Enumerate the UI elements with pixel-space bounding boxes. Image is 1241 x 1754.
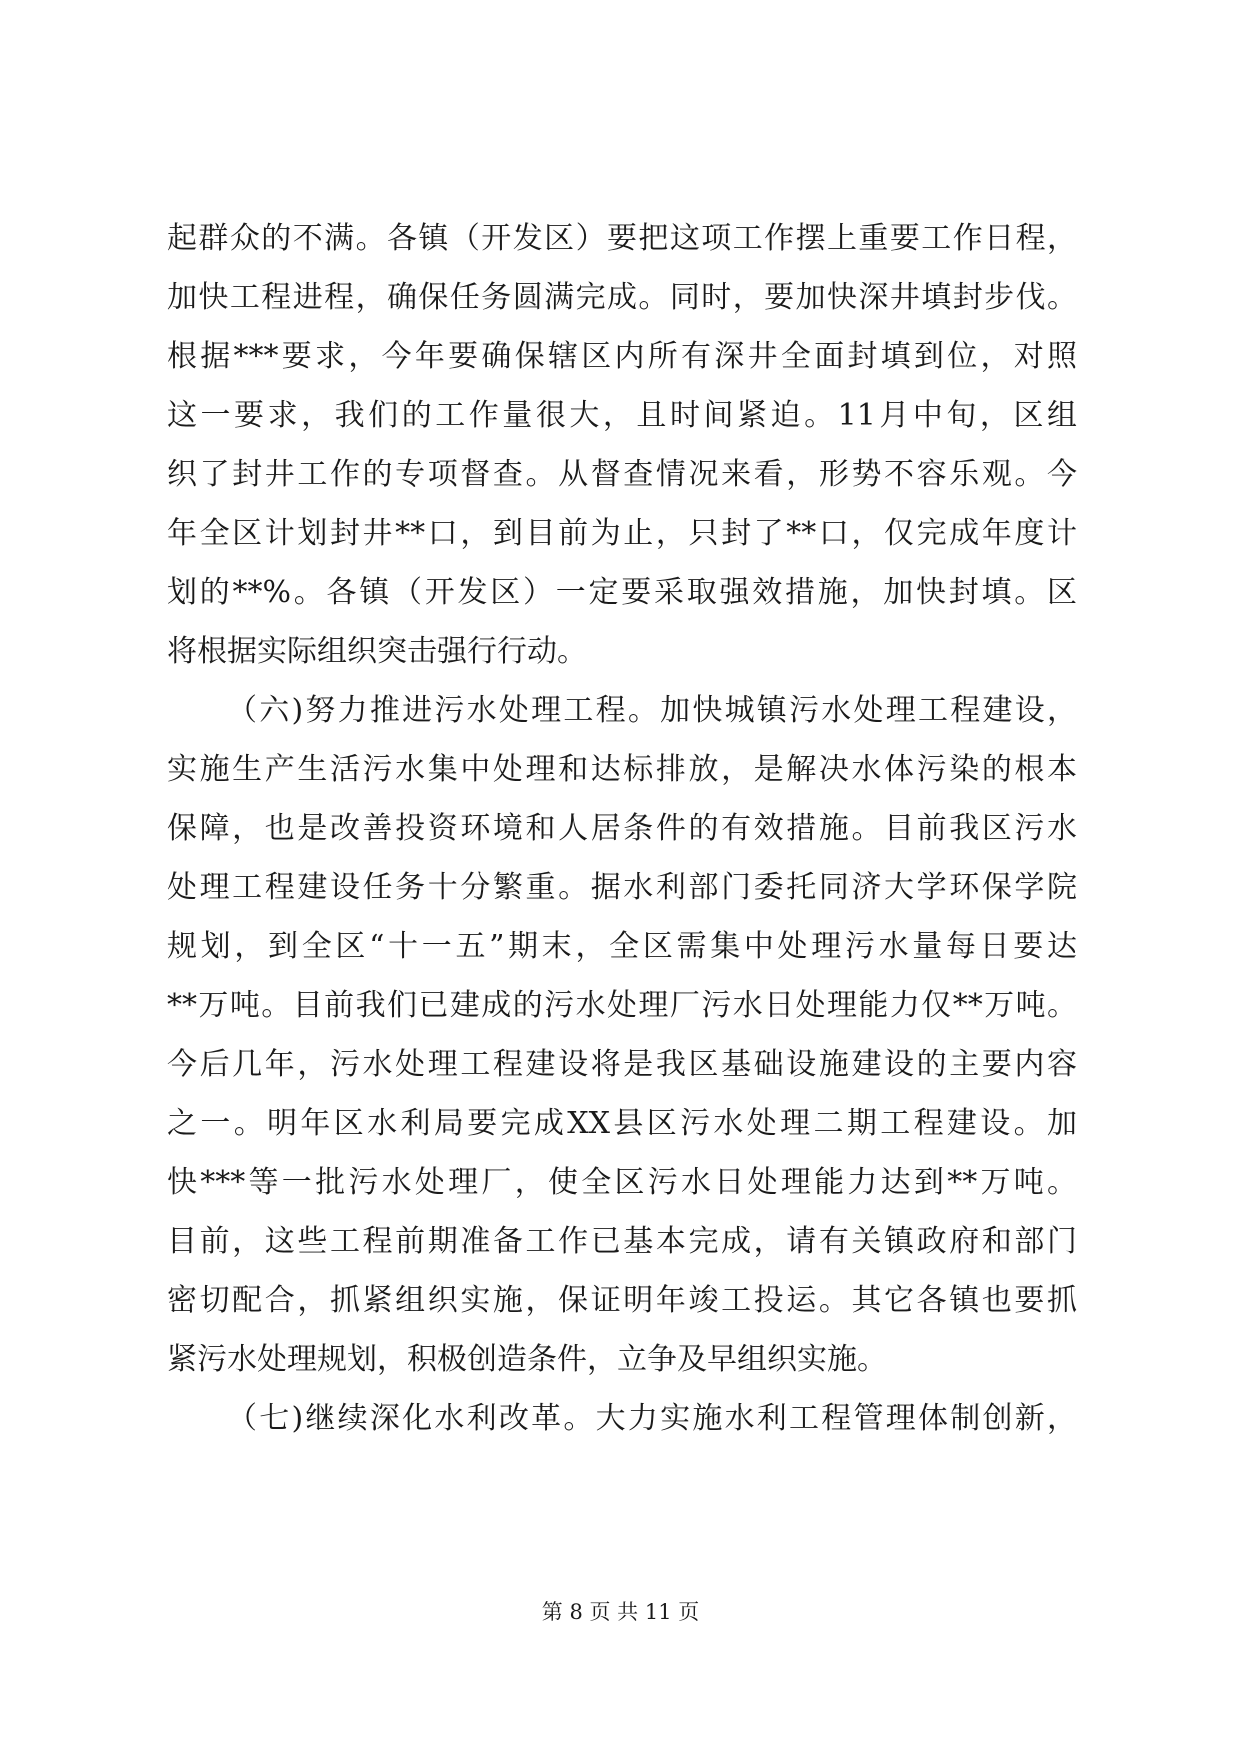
page-footer (0, 1597, 1241, 1627)
text-line: 规划，到全区“十一五”期末，全区需集中处理污水量每日要达 (167, 929, 1077, 964)
text-line: 起群众的不满。各镇（开发区）要把这项工作摆上重要工作日程， (167, 221, 1077, 256)
text-line: 加快工程进程，确保任务圆满完成。同时，要加快深井填封步伐。 (167, 280, 1077, 315)
text-line: 快***等一批污水处理厂，使全区污水日处理能力达到**万吨。 (167, 1165, 1077, 1200)
text-line: 目前，这些工程前期准备工作已基本完成，请有关镇政府和部门 (167, 1224, 1077, 1259)
text-line: 之一。明年区水利局要完成XX县区污水处理二期工程建设。加 (167, 1106, 1077, 1141)
text-line: 年全区计划封井**口，到目前为止，只封了**口，仅完成年度计 (167, 516, 1077, 551)
text-line: 保障，也是改善投资环境和人居条件的有效措施。目前我区污水 (167, 811, 1077, 846)
text-line: 处理工程建设任务十分繁重。据水利部门委托同济大学环保学院 (167, 870, 1077, 905)
text-line: 织了封井工作的专项督查。从督查情况来看，形势不容乐观。今 (167, 457, 1077, 492)
text-line: **万吨。目前我们已建成的污水处理厂污水日处理能力仅**万吨。 (167, 988, 1077, 1023)
section-heading-line: （七)继续深化水利改革。大力实施水利工程管理体制创新， (227, 1401, 1077, 1436)
text-line: 划的**%。各镇（开发区）一定要采取强效措施，加快封填。区 (167, 575, 1077, 610)
text-line: 紧污水处理规划，积极创造条件，立争及早组织实施。 (167, 1342, 887, 1377)
text-line: 密切配合，抓紧组织实施，保证明年竣工投运。其它各镇也要抓 (167, 1283, 1077, 1318)
page-number: 第 8 页 共 11 页 (541, 1600, 700, 1624)
text-line: 将根据实际组织突击强行行动。 (167, 634, 587, 669)
document-body (167, 209, 1077, 1448)
text-line: 今后几年，污水处理工程建设将是我区基础设施建设的主要内容 (167, 1047, 1077, 1082)
text-line: 实施生产生活污水集中处理和达标排放，是解决水体污染的根本 (167, 752, 1077, 787)
text-line: 这一要求，我们的工作量很大，且时间紧迫。11月中旬，区组 (167, 398, 1077, 433)
section-heading-line: （六)努力推进污水处理工程。加快城镇污水处理工程建设， (227, 693, 1077, 728)
text-line: 根据***要求，今年要确保辖区内所有深井全面封填到位，对照 (167, 339, 1077, 374)
